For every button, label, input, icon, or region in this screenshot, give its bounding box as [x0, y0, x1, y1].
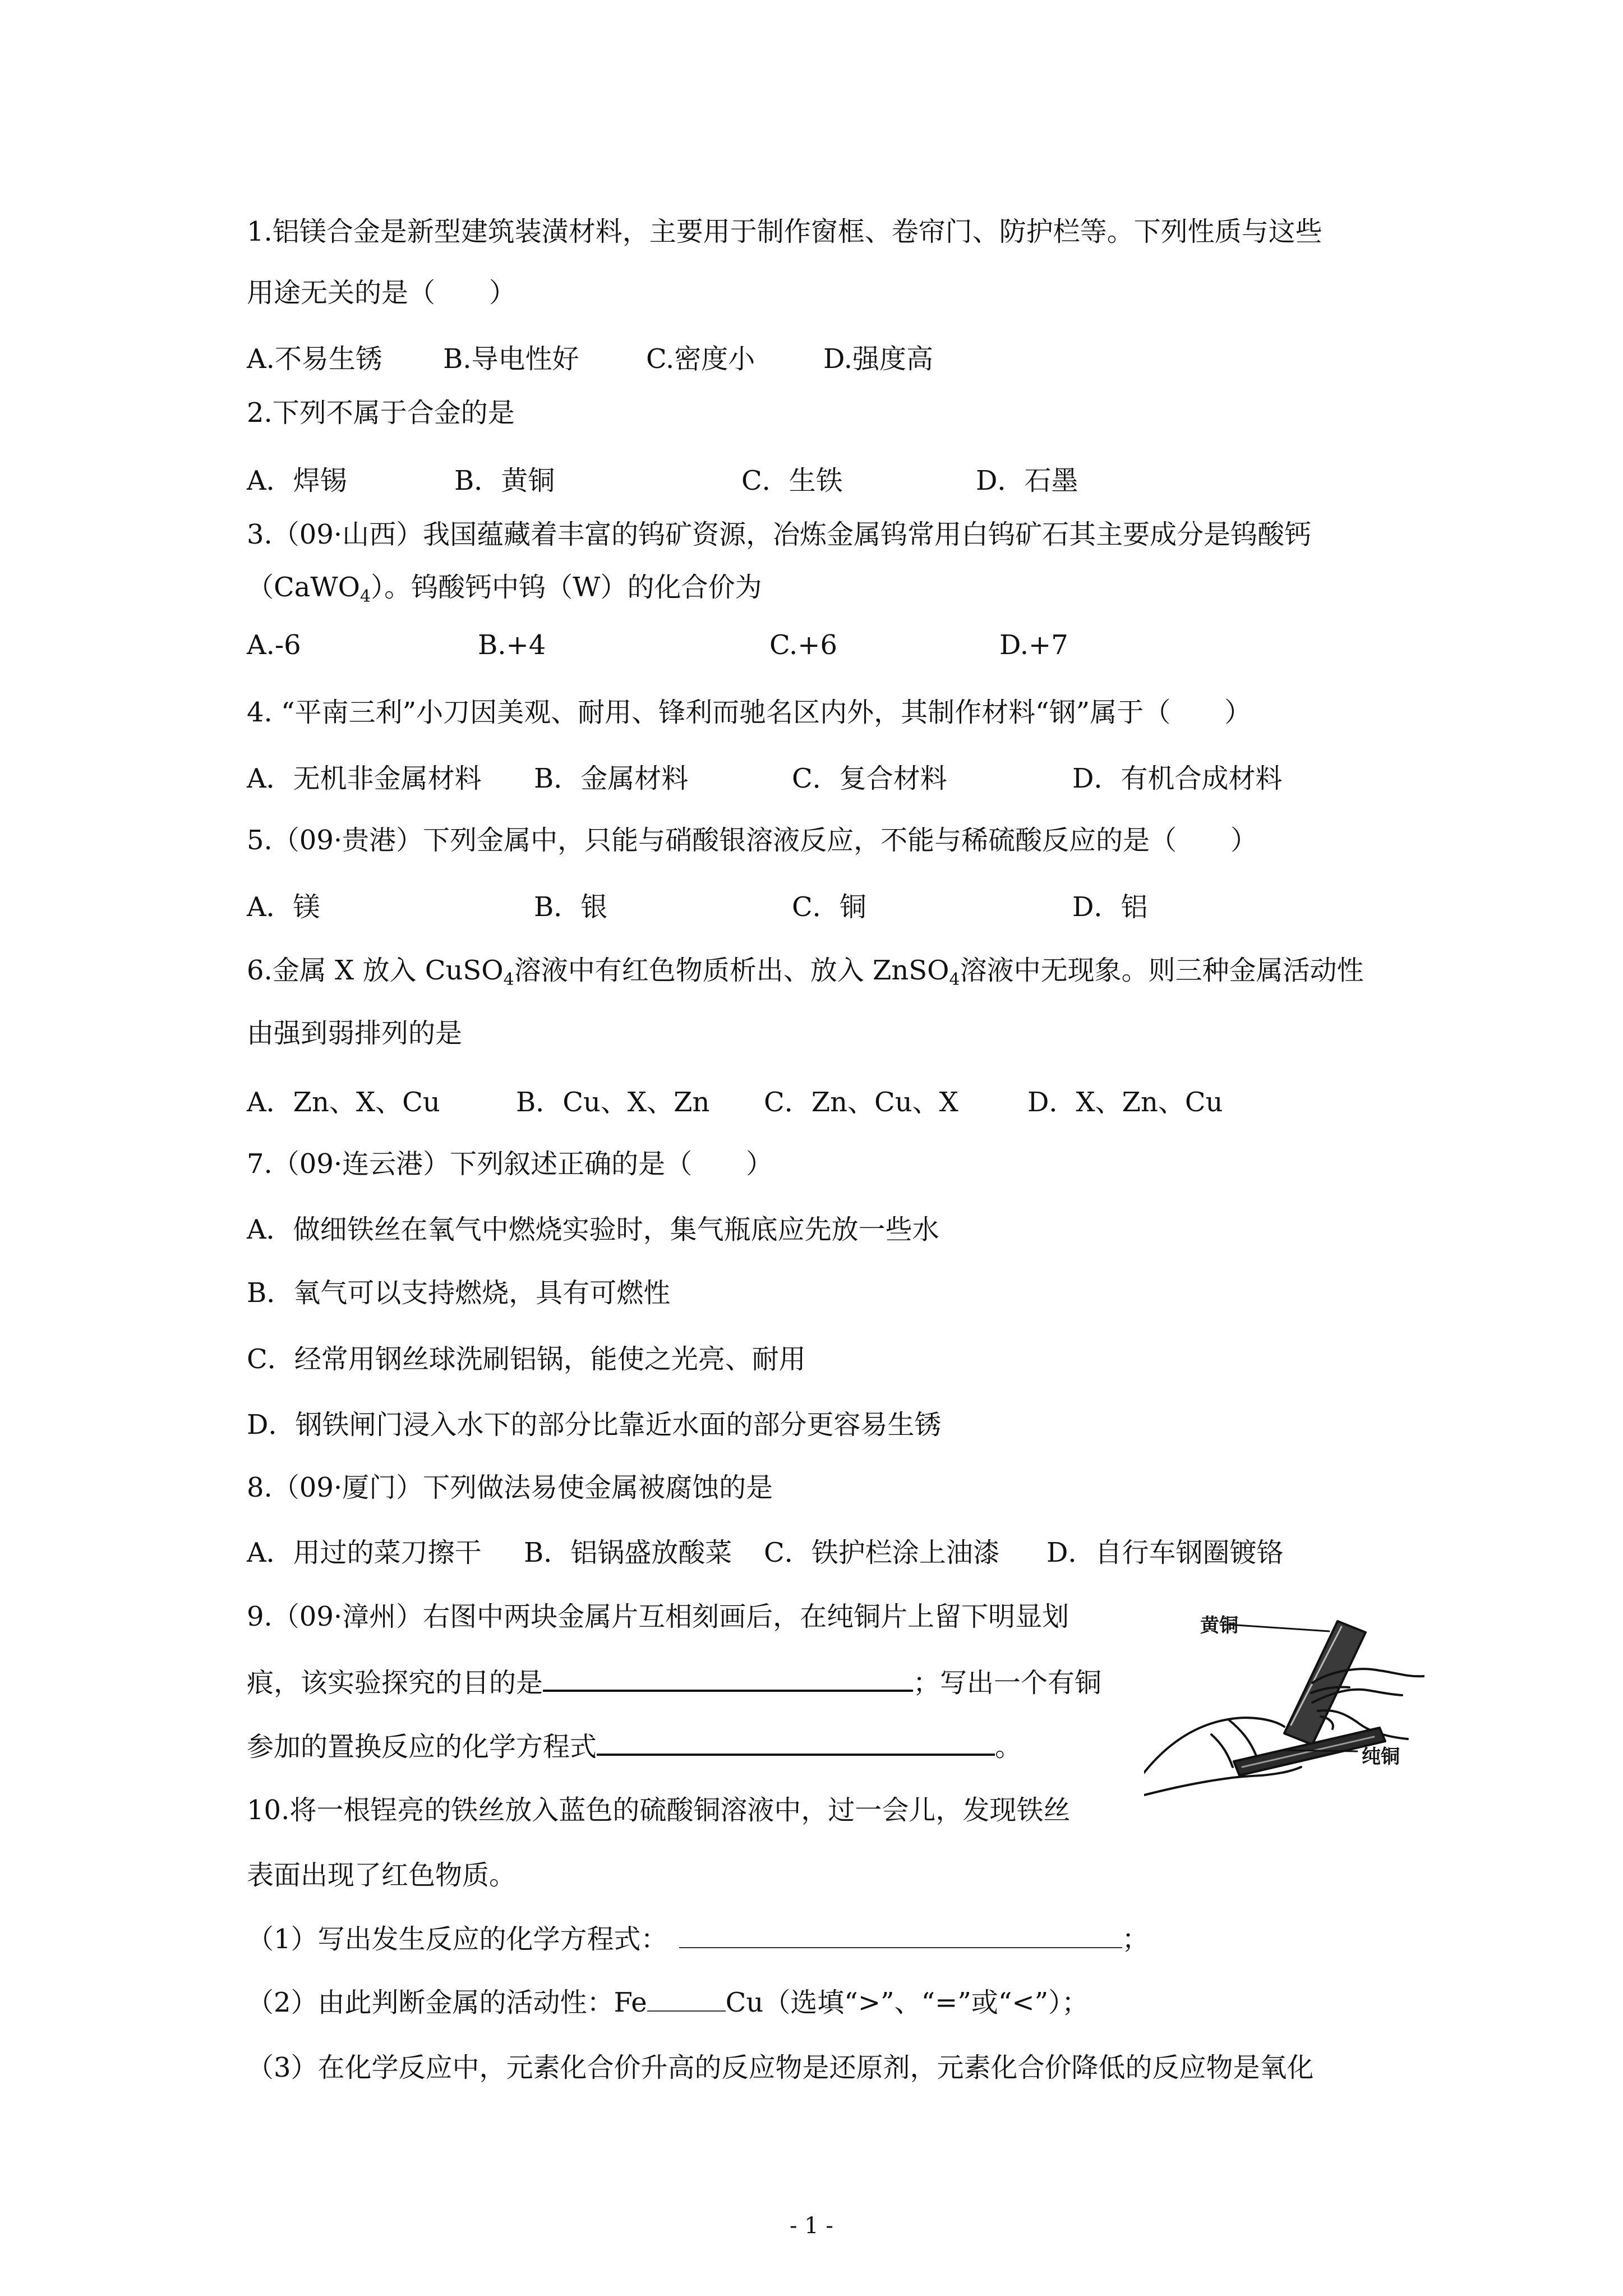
question-6-line-1	[247, 954, 1364, 997]
subscript: 4	[503, 970, 514, 990]
option-b: B.导电性好	[443, 343, 579, 375]
label-brass: 黄铜	[1200, 1614, 1238, 1637]
option-a: A．镁	[247, 891, 320, 923]
question-1-line-1: 1.铝镁合金是新型建筑装潢材料，主要用于制作窗框、卷帘门、防护栏等。下列性质与这些	[247, 216, 1322, 247]
question-7-option-a: A．做细铁丝在氧气中燃烧实验时，集气瓶底应先放一些水	[247, 1214, 939, 1245]
line-part: ；写出一个有铜	[913, 1667, 1102, 1699]
option-c: C.+6	[769, 629, 838, 661]
question-6-line-2: 由强到弱排列的是	[247, 1018, 463, 1049]
option-d: D.+7	[999, 629, 1068, 661]
question-10-part-3: （3）在化学反应中，元素化合价升高的反应物是还原剂，元素化合价降低的反应物是氧化	[247, 2052, 1314, 2083]
answer-blank-equation[interactable]	[597, 1729, 995, 1756]
option-d: D.强度高	[823, 343, 934, 375]
option-d: D．石墨	[976, 465, 1078, 496]
option-d: D．铝	[1072, 891, 1148, 923]
line-part: 。	[995, 1731, 1022, 1763]
line-part: ；	[1122, 1924, 1149, 1955]
answer-blank-equation[interactable]	[679, 1922, 1122, 1948]
option-a: A．无机非金属材料	[247, 763, 482, 794]
line-part: 溶液中无现象。则三种金属活动性	[960, 955, 1364, 986]
line-part: （CaWO	[247, 572, 361, 603]
answer-blank-comparison[interactable]	[647, 1986, 726, 2012]
option-d: D．X、Zn、Cu	[1027, 1087, 1223, 1118]
hands-with-metal-strips-illustration	[1144, 1604, 1424, 1806]
page-number: - 1 -	[790, 2213, 833, 2239]
question-9-line-3	[247, 1729, 1022, 1764]
option-b: B．铝锅盛放酸菜	[524, 1537, 732, 1568]
question-7-option-b: B．氧气可以支持燃烧，具有可燃性	[247, 1277, 671, 1309]
subscript: 4	[949, 970, 960, 990]
option-b: B．银	[534, 891, 608, 923]
question-8-line-1: 8.（09·厦门）下列做法易使金属被腐蚀的是	[247, 1472, 773, 1503]
option-c: C.密度小	[646, 343, 755, 375]
question-1-line-2: 用途无关的是（ ）	[247, 277, 517, 309]
option-a: A.不易生锈	[247, 343, 382, 375]
option-b: B.+4	[478, 629, 546, 661]
label-pure-copper: 纯铜	[1362, 1746, 1400, 1768]
option-c: C．Zn、Cu、X	[764, 1087, 958, 1118]
option-a: A．Zn、X、Cu	[247, 1087, 440, 1118]
line-part: 痕，该实验探究的目的是	[247, 1667, 543, 1699]
question-3-line-1: 3.（09·山西）我国蕴藏着丰富的钨矿资源，冶炼金属钨常用白钨矿石其主要成分是钨酸钙	[247, 519, 1312, 550]
subscript: 4	[360, 587, 371, 606]
question-2-line-1: 2.下列不属于合金的是	[247, 397, 515, 429]
question-10-line-2: 表面出现了红色物质。	[247, 1860, 517, 1891]
question-10-line-1: 10.将一根锃亮的铁丝放入蓝色的硫酸铜溶液中，过一会儿，发现铁丝	[247, 1795, 1071, 1826]
option-c: C．生铁	[741, 465, 843, 496]
question-9-line-2	[247, 1665, 1101, 1700]
question-7-line-1: 7.（09·连云港）下列叙述正确的是（ ）	[247, 1148, 773, 1180]
question-7-option-c: C．经常用钢丝球洗刷铝锅，能使之光亮、耐用	[247, 1343, 806, 1375]
question-5-line-1: 5.（09·贵港）下列金属中，只能与硝酸银溶液反应，不能与稀硫酸反应的是（ ）	[247, 825, 1258, 856]
option-b: B．金属材料	[534, 763, 689, 794]
question-7-option-d: D．钢铁闸门浸入水下的部分比靠近水面的部分更容易生锈	[247, 1409, 942, 1441]
option-b: B．Cu、X、Zn	[516, 1087, 710, 1118]
answer-blank-purpose[interactable]	[543, 1665, 913, 1692]
option-c: C．复合材料	[792, 763, 947, 794]
option-a: A．焊锡	[247, 465, 347, 496]
metal-scratch-figure	[1144, 1604, 1424, 1806]
question-3-line-2	[247, 570, 762, 614]
option-a: A.-6	[247, 629, 301, 661]
option-c: C．铁护栏涂上油漆	[764, 1537, 1000, 1568]
option-b: B．黄铜	[454, 465, 555, 496]
option-a: A．用过的菜刀擦干	[247, 1537, 482, 1568]
question-10-part-1	[247, 1922, 1149, 1956]
question-9-line-1: 9.（09·漳州）右图中两块金属片互相刻画后，在纯铜片上留下明显划	[247, 1601, 1069, 1632]
question-10-part-2	[247, 1986, 1089, 2019]
line-part: ）。钨酸钙中钨（W）的化合价为	[371, 572, 762, 603]
line-part: （2）由此判断金属的活动性：Fe	[247, 1987, 647, 2018]
option-d: D．有机合成材料	[1072, 763, 1283, 794]
question-4-line-1: 4. “平南三利”小刀因美观、耐用、锋利而驰名区内外，其制作材料“钢”属于（ ）	[247, 697, 1252, 728]
line-part: 参加的置换反应的化学方程式	[247, 1731, 597, 1763]
line-part: （1）写出发生反应的化学方程式：	[247, 1924, 668, 1955]
option-c: C．铜	[792, 891, 866, 923]
line-part: Cu（选填“>”、“=”或“<”）；	[725, 1987, 1089, 2018]
line-part: 6.金属 X 放入 CuSO	[247, 955, 504, 986]
line-part: 溶液中有红色物质析出、放入 ZnSO	[514, 955, 949, 986]
option-d: D．自行车钢圈镀铬	[1046, 1537, 1284, 1568]
